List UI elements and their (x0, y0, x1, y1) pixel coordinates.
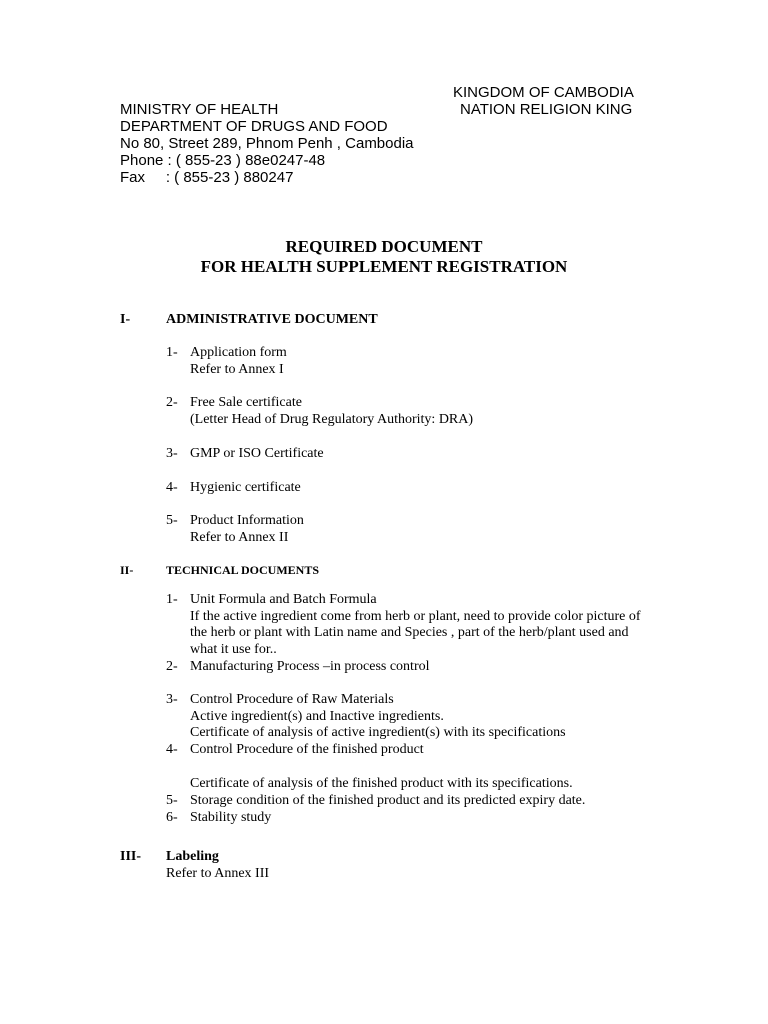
item-number: 6- (166, 810, 178, 825)
item-number: 2- (166, 659, 178, 674)
section-number: III- (120, 849, 142, 864)
item-number: 3- (166, 692, 178, 707)
kingdom-heading: KINGDOM OF CAMBODIA (453, 84, 634, 101)
item-line: Certificate of analysis of active ingredient(s) with its specifications (190, 725, 566, 740)
department-name: DEPARTMENT OF DRUGS AND FOOD (120, 118, 388, 135)
item-line: Application form (190, 345, 287, 360)
section-number: I- (120, 312, 131, 327)
item-line: the herb or plant with Latin name and Species , part of the herb/plant used and (190, 625, 629, 640)
document-title-line1: REQUIRED DOCUMENT (285, 237, 483, 256)
section-title: ADMINISTRATIVE DOCUMENT (166, 312, 378, 327)
item-line: Certificate of analysis of the finished product with its specifications. (190, 775, 573, 791)
item-number: 2- (166, 395, 178, 410)
item-line: If the active ingredient come from herb or plant, need to provide color picture of (190, 608, 641, 624)
item-line: what it use for.. (190, 641, 277, 657)
section-title: Labeling (166, 849, 219, 864)
item-number: 3- (166, 446, 178, 461)
item-number: 5- (166, 793, 178, 808)
item-line: Active ingredient(s) and Inactive ingredients. (190, 708, 444, 724)
item-line: Refer to Annex II (190, 529, 289, 545)
fax-line: Fax : ( 855-23 ) 880247 (120, 169, 294, 186)
item-number: 1- (166, 345, 178, 360)
address-line: No 80, Street 289, Phnom Penh , Cambodia (120, 135, 414, 152)
item-line: Refer to Annex I (190, 361, 284, 377)
item-line: Hygienic certificate (190, 480, 301, 495)
section-note: Refer to Annex III (166, 866, 270, 881)
item-line: (Letter Head of Drug Regulatory Authority: DRA) (190, 411, 474, 427)
section-number: II- (120, 563, 134, 577)
item-line: Control Procedure of Raw Materials (190, 692, 394, 707)
item-line: Manufacturing Process –in process control (190, 659, 430, 674)
document-title-line2: FOR HEALTH SUPPLEMENT REGISTRATION (200, 257, 568, 276)
ministry-name: MINISTRY OF HEALTH (120, 101, 279, 118)
section-title: TECHNICAL DOCUMENTS (166, 563, 320, 577)
item-line: Free Sale certificate (190, 395, 302, 410)
item-number: 4- (166, 480, 178, 495)
phone-line: Phone : ( 855-23 ) 88e0247-48 (120, 152, 326, 169)
item-line (190, 759, 730, 776)
item-line: Stability study (190, 810, 272, 825)
national-motto: NATION RELIGION KING (460, 101, 633, 118)
item-line: Control Procedure of the finished product (190, 742, 424, 757)
item-line: Storage condition of the finished product and its predicted expiry date. (190, 793, 586, 808)
item-number: 1- (166, 592, 178, 607)
item-line: Product Information (190, 513, 304, 528)
item-number: 5- (166, 513, 178, 528)
item-line: GMP or ISO Certificate (190, 446, 324, 461)
item-line: Unit Formula and Batch Formula (190, 592, 377, 607)
item-number: 4- (166, 742, 178, 757)
